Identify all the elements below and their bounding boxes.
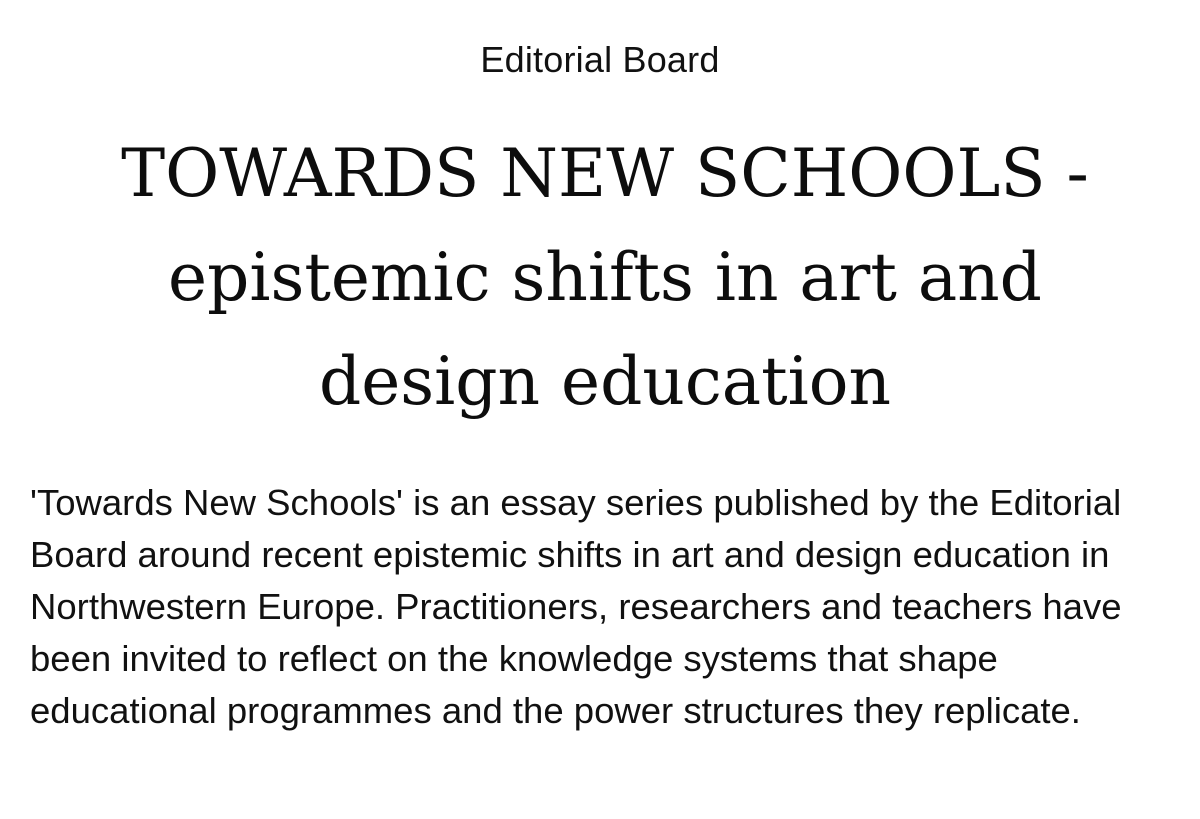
author-label: Editorial Board [480,39,720,80]
article-title: TOWARDS NEW SCHOOLS - epistemic shifts in art and design education [121,135,1089,420]
article-intro: 'Towards New Schools' is an essay series published by the Editorial Board around recent epistemic shifts in art and design education in Northwestern Europe. Practitioners, researchers and teachers have been invited to reflect on the knowledge systems that shape educational programmes and the power structures they replicate. [30,482,1122,731]
